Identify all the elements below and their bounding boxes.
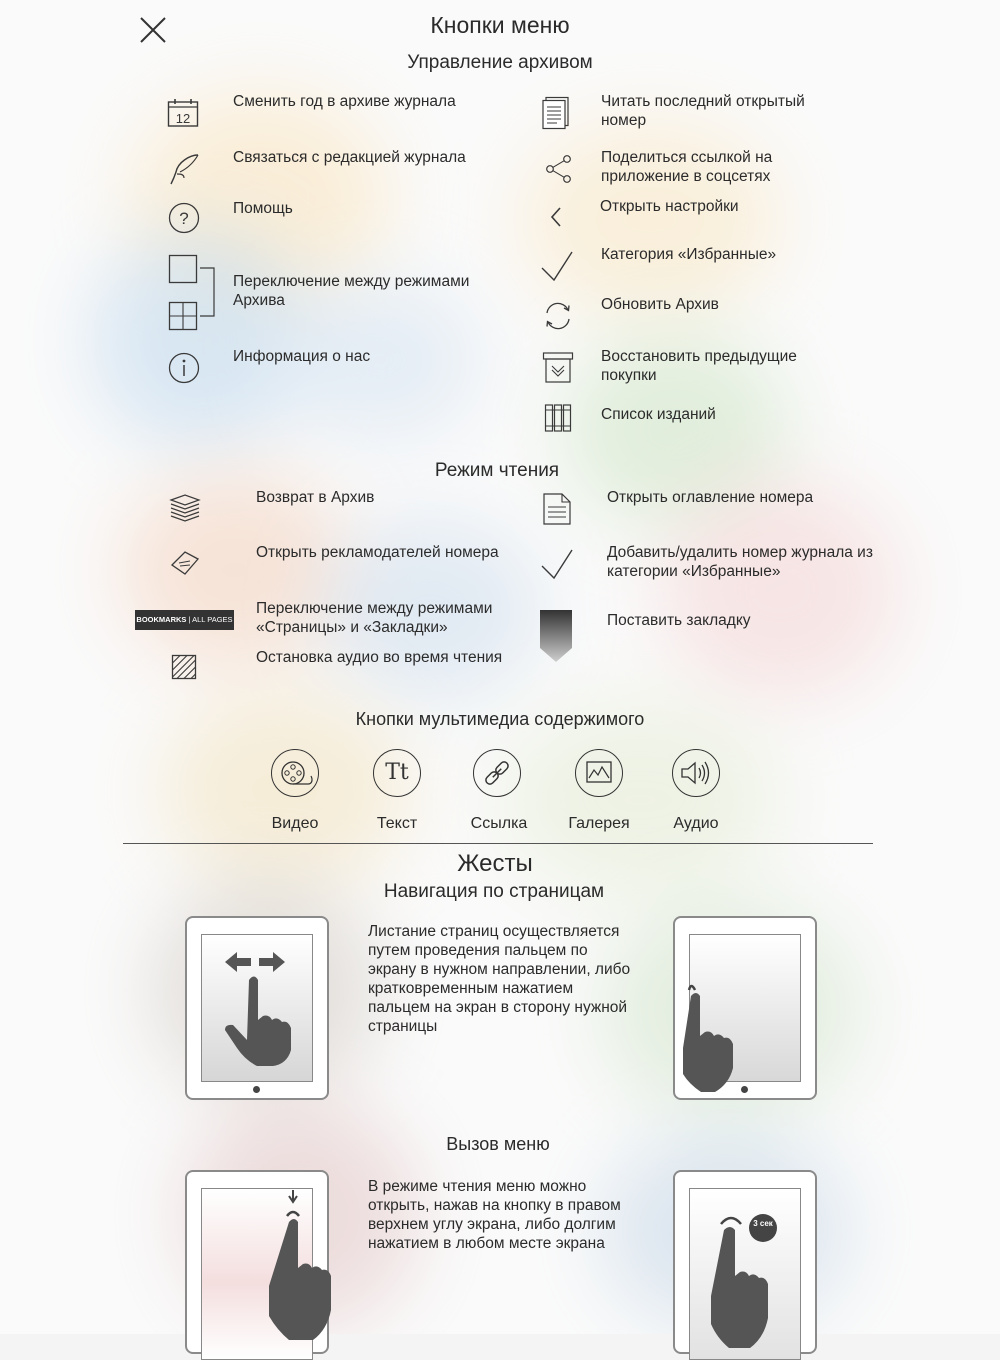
archive-left-label: Сменить год в архиве журнала	[233, 93, 456, 110]
chevron-left-icon[interactable]	[549, 206, 563, 228]
reading-left-label: Переключение между режимами «Страницы» и «Закладки»	[256, 600, 493, 636]
feather-pen-icon[interactable]	[168, 152, 200, 186]
multimedia-label: Галерея	[568, 815, 630, 832]
archive-left-label: Помощь	[233, 200, 293, 217]
navigation-description: Листание страниц осуществляется путем проведения пальцем по экрану в нужном направлении, либо кратковременным нажатием пальцем на экран в сторону нужной страницы	[368, 923, 631, 1035]
reading-left-label: Открыть рекламодателей номера	[256, 544, 499, 561]
archive-right-label: Обновить Архив	[601, 296, 719, 313]
archive-left-label: Переключение между режимами Архива	[233, 273, 470, 309]
multimedia-label: Текст	[376, 815, 418, 832]
archive-heading: Управление архивом	[407, 52, 593, 73]
tablet-menu-corner-illustration	[185, 1170, 329, 1354]
reading-left-label: Остановка аудио во время чтения	[256, 649, 503, 666]
archive-right-label: Категория «Избранные»	[601, 246, 777, 263]
multimedia-label: Ссылка	[470, 815, 528, 832]
navigation-heading: Навигация по страницам	[383, 881, 605, 902]
archive-left-label: Связаться с редакцией журнала	[233, 149, 466, 166]
reading-right-label: Открыть оглавление номера	[607, 489, 814, 506]
view-mode-icon[interactable]	[168, 254, 218, 332]
share-icon[interactable]	[545, 154, 573, 184]
archive-right-label: Список изданий	[601, 406, 716, 423]
audio-stop-icon[interactable]	[171, 654, 197, 680]
svg-text:12: 12	[175, 111, 191, 126]
archive-left-label: Информация о нас	[233, 348, 371, 365]
reading-right-label: Поставить закладку	[607, 612, 751, 629]
archive-right-label: Поделиться ссылкой на приложение в соцсетях	[601, 149, 773, 185]
refresh-icon[interactable]	[542, 300, 574, 332]
reading-heading: Режим чтения	[434, 460, 560, 481]
archive-right-label: Открыть настройки	[600, 198, 739, 215]
stack-icon[interactable]	[168, 492, 202, 524]
all-pages-badge-label: ALL PAGES	[192, 615, 233, 624]
svg-text:?: ?	[179, 209, 189, 228]
tablet-long-press-illustration	[673, 1170, 817, 1354]
long-press-timer-badge: 3 сек	[749, 1214, 777, 1242]
contents-icon[interactable]	[542, 492, 572, 526]
advert-icon[interactable]	[169, 547, 201, 579]
tablet-tap-illustration	[673, 916, 817, 1100]
checkmark-icon[interactable]	[540, 250, 574, 282]
help-icon[interactable]	[168, 202, 200, 234]
bookmarks-badge-label: BOOKMARKS	[136, 615, 187, 624]
reading-right-label: Добавить/удалить номер журнала из категории «Избранные»	[607, 544, 873, 580]
menu-call-heading: Вызов меню	[446, 1134, 550, 1154]
archive-right-label: Восстановить предыдущие покупки	[601, 348, 797, 384]
archive-right-label: Читать последний открытый номер	[601, 93, 805, 129]
link-icon[interactable]	[473, 749, 521, 797]
section-divider	[123, 843, 873, 844]
multimedia-label: Аудио	[673, 815, 719, 832]
document-icon[interactable]	[541, 96, 571, 130]
gallery-icon[interactable]	[575, 749, 623, 797]
info-icon[interactable]	[168, 352, 200, 384]
text-glyph: Tt	[385, 760, 409, 785]
text-icon[interactable]	[373, 749, 421, 797]
reading-left-label: Возврат в Архив	[256, 489, 375, 506]
page-title: Кнопки меню	[430, 12, 570, 38]
audio-icon[interactable]	[672, 749, 720, 797]
multimedia-heading: Кнопки мультимедиа содержимого	[355, 709, 645, 729]
bookmarks-toggle-icon[interactable]: BOOKMARKS | ALL PAGES	[135, 610, 234, 630]
calendar-icon[interactable]	[167, 98, 199, 128]
gestures-heading: Жесты	[457, 850, 533, 877]
checkmark-icon[interactable]	[540, 548, 574, 580]
menu-call-description: В режиме чтения меню можно открыть, нажав на кнопку в правом верхнем углу экрана, либо долгим нажатием в любом месте экрана	[368, 1178, 621, 1252]
multimedia-label: Видео	[271, 815, 319, 832]
books-icon[interactable]	[544, 403, 572, 433]
restore-box-icon[interactable]	[542, 351, 574, 385]
bookmark-icon[interactable]	[540, 610, 572, 664]
video-reel-icon[interactable]	[271, 749, 319, 797]
tablet-swipe-illustration	[185, 916, 329, 1100]
